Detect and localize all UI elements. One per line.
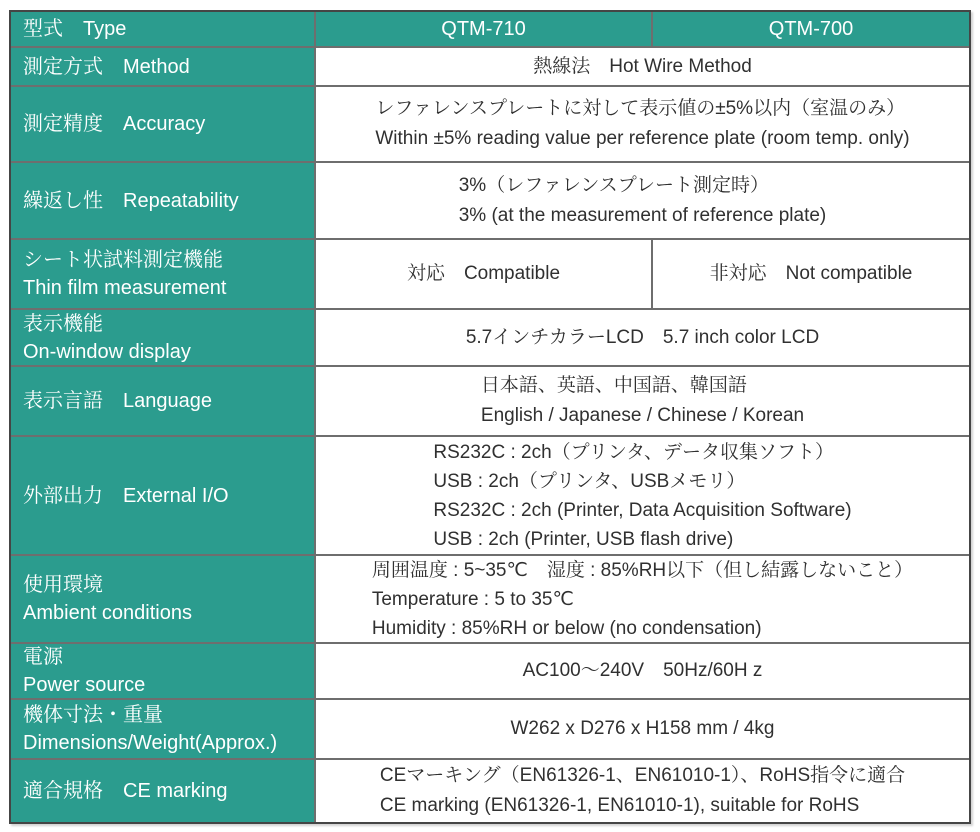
row-label-text-jp: 機体寸法・重量 (23, 704, 163, 726)
spec-row-ambient (11, 556, 969, 644)
header-model-qtm700-cell (651, 12, 969, 46)
spec-row-thin-film (11, 240, 969, 310)
header-type-cell (11, 12, 314, 46)
row-label-power (11, 644, 314, 698)
row-value-text-jp: 3%（レファレンスプレート測定時） (458, 174, 770, 196)
row-value-accuracy (314, 87, 969, 161)
row-value-ambient (314, 556, 969, 642)
row-label-dimensions (11, 700, 314, 758)
row-value-text-jp: レファレンスプレートに対して表示値の±5%以内（室温のみ） (375, 98, 906, 119)
row-label-accuracy (11, 87, 314, 161)
row-value-block (466, 323, 819, 353)
row-label-text: 測定精度 Accuracy (23, 113, 206, 135)
row-value-line-3: Humidity : 85%RH or below (no condensation) (371, 617, 762, 639)
row-value-text: 5.7インチカラーLCD 5.7 inch color LCD (465, 326, 820, 348)
row-value-text: 熱線法 Hot Wire Method (533, 55, 752, 77)
row-value-text-en: Within ±5% reading value per reference plate (room temp. only) (375, 128, 910, 149)
row-label-text-en: Ambient conditions (23, 602, 192, 624)
row-label-ambient (11, 556, 314, 642)
row-value-thin-film-qtm700 (651, 240, 969, 308)
row-label-ce-marking (11, 760, 314, 822)
row-value-block (523, 656, 763, 686)
row-label-language (11, 367, 314, 435)
header-model-qtm700-label: QTM-700 (768, 18, 854, 40)
row-value-dimensions (314, 700, 969, 758)
spec-row-power (11, 644, 969, 700)
spec-row-display (11, 310, 969, 367)
row-value-text: W262 x D276 x H158 mm / 4kg (510, 718, 775, 739)
row-value-block (481, 371, 804, 431)
row-value-power (314, 644, 969, 698)
row-label-text-en: On-window display (23, 340, 191, 363)
row-value-text: AC100～240V 50Hz/60H z (522, 660, 763, 681)
row-value-text-en: CE marking (EN61326-1, EN61010-1), suitable for RoHS (379, 795, 860, 816)
row-value-text-en: 3% (at the measurement of reference plate) (458, 204, 827, 226)
row-label-method (11, 48, 314, 85)
header-row (11, 12, 969, 48)
row-value-block (375, 94, 909, 154)
row-value-external-io (314, 437, 969, 554)
row-label-text-jp: 電源 (23, 646, 63, 668)
row-label-external-io (11, 437, 314, 554)
row-value-line-4: USB : 2ch (Printer, USB flash drive) (433, 528, 734, 550)
row-label-text: 外部出力 External I/O (23, 484, 229, 507)
spec-row-dimensions (11, 700, 969, 760)
spec-table (9, 10, 971, 824)
row-value-repeatability (314, 163, 969, 238)
spec-row-repeatability (11, 163, 969, 240)
header-model-qtm710-label: QTM-710 (441, 18, 526, 40)
header-model-qtm710-cell (314, 12, 651, 46)
row-label-text-en: Dimensions/Weight(Approx.) (23, 732, 278, 754)
row-label-text: 測定方式 Method (23, 55, 190, 78)
row-value-block (433, 438, 851, 554)
row-label-text-jp: 使用環境 (23, 574, 103, 596)
spec-row-ce-marking (11, 760, 969, 822)
row-value-line-3: RS232C : 2ch (Printer, Data Acquisition Software) (433, 499, 852, 521)
row-value-block (511, 714, 775, 744)
row-value-block (380, 761, 905, 821)
row-label-text: 適合規格 CE marking (23, 780, 228, 802)
row-value-ce-marking (314, 760, 969, 822)
row-label-text-jp: 表示機能 (23, 312, 103, 335)
row-value-line-1: RS232C : 2ch（プリンタ、データ収集ソフト） (433, 441, 835, 463)
row-value-line-1: 周囲温度 : 5~35℃ 湿度 : 85%RH以下（但し結露しないこと） (371, 559, 914, 581)
row-label-display (11, 310, 314, 365)
spec-row-accuracy (11, 87, 969, 163)
row-label-text-en: Power source (23, 674, 146, 696)
row-label-text: 繰返し性 Repeatability (23, 189, 239, 212)
row-value-text-jp: CEマーキング（EN61326-1、EN61010-1）、RoHS指令に適合 (379, 765, 906, 786)
row-value-line-2: USB : 2ch（プリンタ、USBメモリ） (433, 470, 746, 492)
row-label-text-jp: シート状試料測定機能 (23, 249, 223, 271)
row-value-block (372, 556, 913, 643)
spec-row-language (11, 367, 969, 437)
row-label-thin-film (11, 240, 314, 308)
row-label-text: 表示言語 Language (23, 390, 212, 412)
row-value-line-2: Temperature : 5 to 35℃ (371, 588, 574, 610)
row-value-text-en: English / Japanese / Chinese / Korean (480, 405, 805, 426)
row-value-thin-film-qtm710 (314, 240, 651, 308)
row-value-block (533, 52, 752, 82)
row-value-language (314, 367, 969, 435)
spec-row-external-io (11, 437, 969, 556)
row-value-method (314, 48, 969, 85)
row-value-display (314, 310, 969, 365)
row-value-block (459, 171, 827, 231)
header-type-label: 型式 Type (23, 18, 127, 40)
spec-row-method (11, 48, 969, 87)
row-label-text-en: Thin film measurement (23, 277, 227, 299)
row-value-text-jp: 日本語、英語、中国語、韓国語 (480, 375, 747, 396)
row-label-repeatability (11, 163, 314, 238)
row-value-compatible: 対応 Compatible (406, 263, 561, 284)
row-value-not-compatible: 非対応 Not compatible (709, 263, 913, 284)
